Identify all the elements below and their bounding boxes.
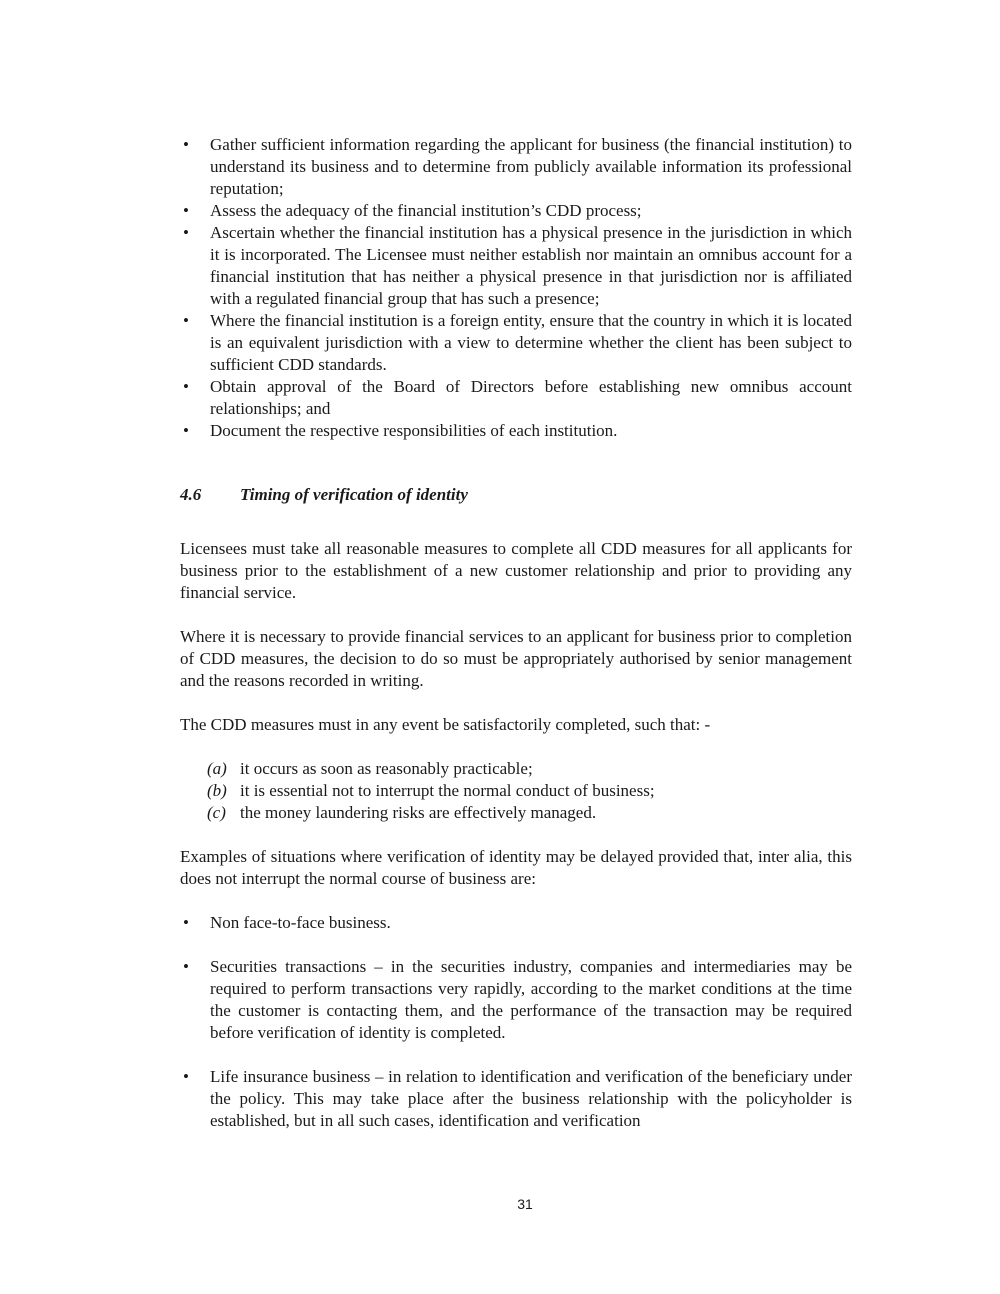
list-item: • Ascertain whether the financial institution has a physical presence in the jurisdiction in which it is incorporated. The Licensee must neither establish nor maintain an omnibus account for a financial institution that has neither a physical presence in that jurisdiction nor is affiliated with a regulated financial group that has such a presence; — [180, 222, 852, 310]
bullet-icon: • — [183, 913, 189, 932]
paragraph: The CDD measures must in any event be satisfactorily completed, such that: - — [180, 715, 711, 734]
bullet-icon: • — [183, 135, 189, 154]
list-item: • Life insurance business – in relation to identification and verification of the beneficiary under the policy. This may take place after the business relationship with the policyholder is established, but in all such cases, identification and verification — [180, 1066, 852, 1132]
paragraph: Examples of situations where verification of identity may be delayed provided that, inter alia, this does not interrupt the normal course of business are: — [180, 847, 852, 888]
list-item: (a) it occurs as soon as reasonably practicable; — [180, 758, 690, 780]
requirements-list — [180, 134, 852, 442]
item-marker: (c) — [207, 803, 226, 822]
section-heading — [180, 484, 852, 506]
list-item: • Where the financial institution is a foreign entity, ensure that the country in which it is located is an equivalent jurisdiction with a view to determine whether the client has been subject to sufficient CDD standards. — [180, 310, 852, 376]
bullet-icon: • — [183, 201, 189, 220]
page-number: 31 — [517, 1196, 533, 1212]
section-title: Timing of verification of identity — [240, 485, 468, 504]
bullet-icon: • — [183, 223, 189, 242]
list-item: • Non face-to-face business. — [180, 912, 852, 934]
list-item: • Gather sufficient information regarding the applicant for business (the financial institution) to understand its business and to determine from publicly available information its professional reputation; — [180, 134, 852, 200]
paragraph: Licensees must take all reasonable measures to complete all CDD measures for all applicants for business prior to the establishment of a new customer relationship and prior to providing any financial service. — [180, 539, 852, 602]
document-page — [180, 134, 852, 1154]
list-item: • Securities transactions – in the securities industry, companies and intermediaries may be required to perform transactions very rapidly, according to the market conditions at the time the customer is contacting them, and the performance of the transaction may be required before verification of identity is completed. — [180, 956, 852, 1044]
bullet-icon: • — [183, 957, 189, 976]
examples-list — [180, 912, 852, 1132]
item-marker: (a) — [207, 759, 227, 778]
paragraph: Where it is necessary to provide financial services to an applicant for business prior to completion of CDD measures, the decision to do so must be appropriately authorised by senior management and the reasons recorded in writing. — [180, 627, 852, 690]
bullet-icon: • — [183, 377, 189, 396]
list-item: (c) the money laundering risks are effectively managed. — [180, 802, 690, 824]
list-item: • Obtain approval of the Board of Directors before establishing new omnibus account relationships; and — [180, 376, 852, 420]
conditions-list — [180, 758, 690, 824]
bullet-icon: • — [183, 311, 189, 330]
item-marker: (b) — [207, 781, 227, 800]
section-number: 4.6 — [180, 485, 202, 504]
bullet-icon: • — [183, 421, 189, 440]
list-item: • Assess the adequacy of the financial institution’s CDD process; — [180, 200, 852, 222]
list-item: (b) it is essential not to interrupt the normal conduct of business; — [180, 780, 690, 802]
bullet-icon: • — [183, 1067, 189, 1086]
list-item: • Document the respective responsibilities of each institution. — [180, 420, 852, 442]
